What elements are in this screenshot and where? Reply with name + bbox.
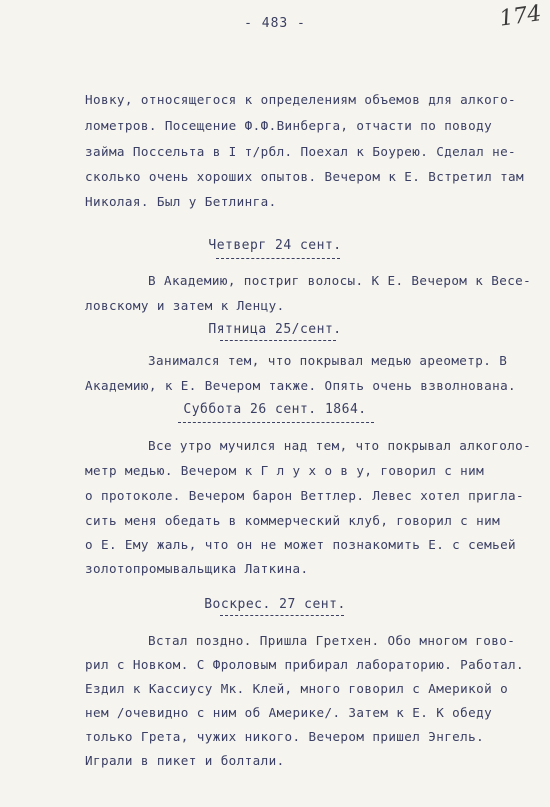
text-line: золотопромывальщика Латкина. <box>85 561 309 576</box>
text-line: только Грета, чужих никого. Вечером пришел Энгель. <box>85 729 485 744</box>
entry-heading-sunday: Воскрес. 27 сент. <box>204 597 346 612</box>
text-line: о протоколе. Вечером барон Веттлер. Левес хотел пригла- <box>85 488 525 503</box>
text-line: сколько очень хороших опытов. Вечером к Е. Встретил там <box>85 169 525 184</box>
text-line: Встал поздно. Пришла Гретхен. Обо многом гово- <box>148 633 516 648</box>
heading-underline <box>216 258 340 259</box>
heading-underline <box>220 615 344 616</box>
text-line: Все утро мучился над тем, что покрывал алкоголо- <box>148 438 532 453</box>
text-line: ловскому и затем к Ленцу. <box>85 298 285 313</box>
text-line: сить меня обедать в коммерческий клуб, говорил с ним <box>85 513 501 528</box>
entry-heading-thursday: Четверг 24 сент. <box>208 238 342 253</box>
text-line: займа Поссельта в I т/рбл. Поехал к Боурею. Сделал не- <box>85 144 517 159</box>
heading-underline <box>220 340 336 341</box>
text-line: Играли в пикет и болтали. <box>85 753 285 768</box>
text-line: Николая. Был у Бетлинга. <box>85 194 277 209</box>
text-line: о Е. Ему жаль, что он не может познакомить Е. с семьей <box>85 537 517 552</box>
text-line: Новку, относящегося к определениям объемов для алкого- <box>85 92 517 107</box>
text-line: Академию, к Е. Вечером также. Опять очень взволнована. <box>85 378 517 393</box>
text-line: рил с Новком. С Фроловым прибирал лабораторию. Работал. <box>85 657 525 672</box>
archive-number: 174 <box>497 1 543 32</box>
heading-underline <box>178 422 374 423</box>
text-line: метр медью. Вечером к Г л у х о в у, говорил с ним <box>85 463 485 478</box>
text-line: Занимался тем, что покрывал медью ареометр. В <box>148 353 508 368</box>
entry-heading-friday: Пятница 25/сент. <box>208 322 342 337</box>
text-line: Ездил к Кассиусу Мк. Клей, много говорил с Америкой о <box>85 681 509 696</box>
text-line: В Академию, постриг волосы. К Е. Вечером к Весе- <box>148 273 532 288</box>
entry-heading-saturday: Суббота 26 сент. 1864. <box>183 402 367 417</box>
page-number: - 483 - <box>244 16 306 31</box>
text-line: нем /очевидно с ним об Америке/. Затем к Е. К обеду <box>85 705 493 720</box>
text-line: лометров. Посещение Ф.Ф.Винберга, отчасти по поводу <box>85 118 493 133</box>
